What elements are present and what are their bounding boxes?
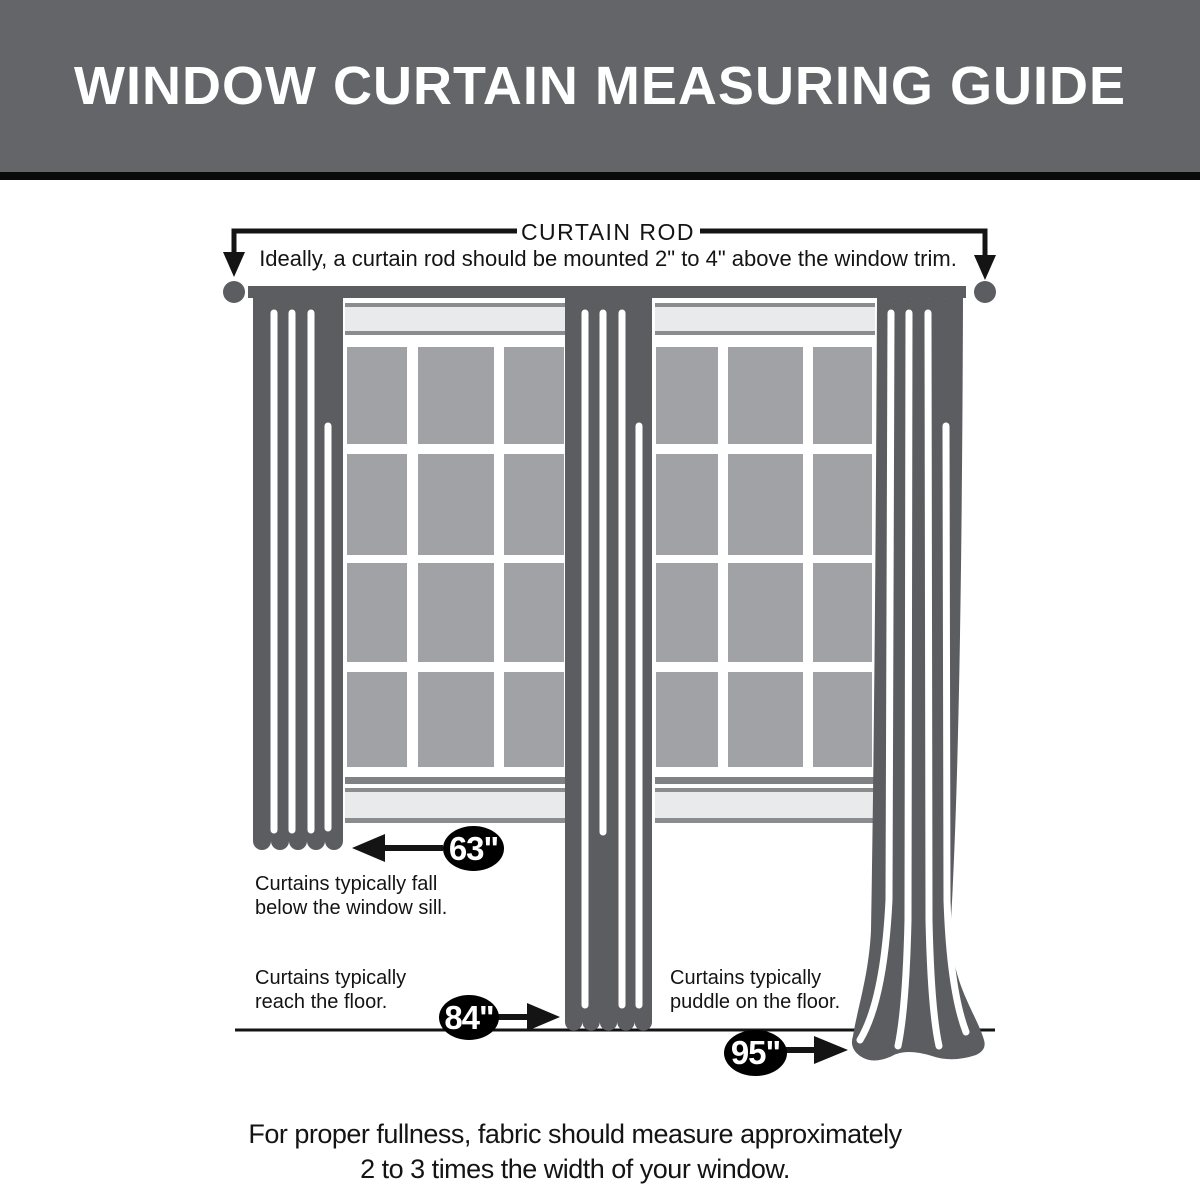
- caption-puddle-floor-line2: puddle on the floor.: [670, 991, 841, 1013]
- caption-reach-floor: [255, 966, 406, 1014]
- measurement-badge-95: [724, 1030, 787, 1076]
- caption-reach-floor-line1: Curtains typically: [255, 967, 407, 989]
- arrowhead-95-icon: [814, 1036, 848, 1064]
- rod-finial-left: [223, 281, 245, 303]
- rod-mounting-note: Ideally, a curtain rod should be mounted 2" to 4" above the window trim.: [259, 246, 957, 271]
- measurement-value-95: 95": [730, 1034, 781, 1071]
- bracket-arrow-right-icon: [974, 255, 996, 280]
- window-left: [345, 303, 565, 823]
- rod-finial-right: [974, 281, 996, 303]
- measurement-value-84: 84": [444, 998, 494, 1036]
- fullness-note: [248, 1117, 901, 1187]
- window-left-panes: [347, 347, 564, 767]
- arrow-95: [786, 1036, 848, 1064]
- caption-puddle-floor-line1: Curtains typically: [670, 967, 822, 989]
- caption-puddle-floor: [670, 966, 840, 1014]
- curtain-rod-label: CURTAIN ROD: [520, 219, 696, 245]
- arrow-63: [352, 834, 443, 862]
- arrow-84: [498, 1003, 560, 1031]
- caption-below-sill-line1: Curtains typically fall: [255, 873, 438, 895]
- window-right: [655, 303, 875, 823]
- bracket-arrow-left-icon: [223, 252, 245, 277]
- arrowhead-84-icon: [527, 1003, 560, 1031]
- page-title: WINDOW CURTAIN MEASURING GUIDE: [74, 56, 1126, 116]
- fullness-note-line2: 2 to 3 times the width of your window.: [360, 1154, 790, 1184]
- measurement-value-63: 63": [448, 829, 499, 867]
- arrowhead-63-icon: [352, 834, 385, 862]
- measurement-badge-63: [443, 826, 504, 871]
- caption-below-sill: [255, 872, 447, 920]
- measurement-badge-84: [439, 995, 499, 1040]
- fullness-note-line1: For proper fullness, fabric should measure approximately: [248, 1119, 902, 1149]
- caption-below-sill-line2: below the window sill.: [255, 897, 448, 919]
- curtain-middle: [565, 289, 652, 1030]
- curtain-left: [253, 289, 343, 850]
- caption-reach-floor-line2: reach the floor.: [255, 991, 388, 1013]
- window-right-panes: [656, 347, 872, 767]
